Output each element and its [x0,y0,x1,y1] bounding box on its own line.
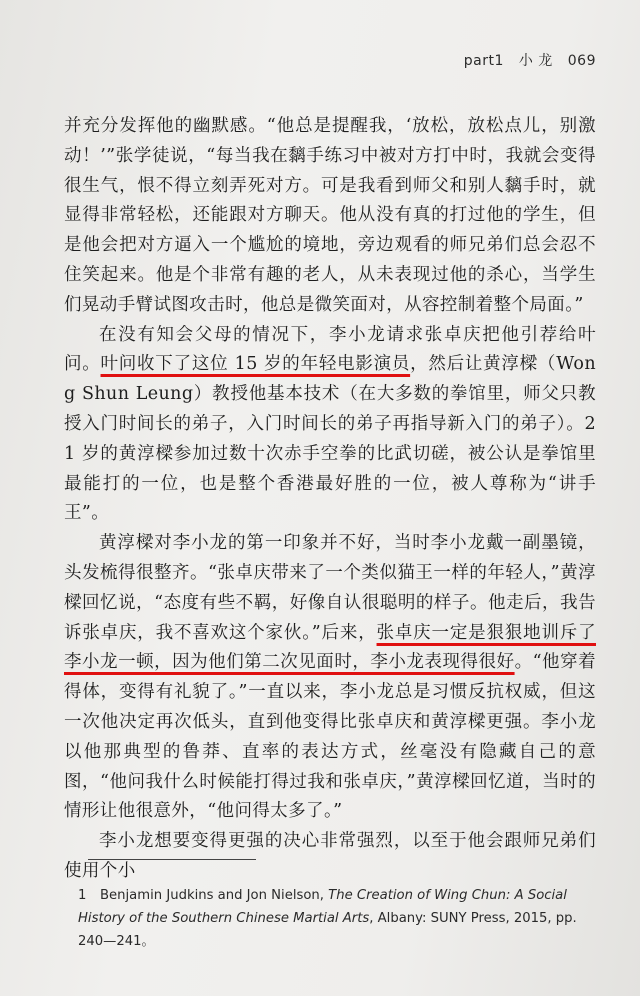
text-segment: ，然后让黄淳樑（Wong Shun Leung）教授他基本技术（在大多数的拳馆里，师父只教授入门时间长的弟子，入门时间长的弟子再指导新入门的弟子）。21 岁的黄淳樑参加过数十次赤手空拳的比武切磋，被公认是拳馆里最能打的一位，也是整个香港最好胜的一位，被人尊称为“讲手王”。 [64,354,596,524]
paragraph-2 [64,321,596,530]
footnote-authors: Benjamin Judkins and Jon Nielson, [100,888,329,903]
footnote-number: 1 [78,888,87,903]
underlined-passage: 张卓庆一定是狠狠地训斥了李小龙一顿，因为他们第二次见面时，李小龙表现得很好 [64,622,596,673]
underlined-passage: 叶问收下了这位 15 岁的年轻电影演员 [100,354,411,375]
body-text [64,112,596,887]
text-segment: 。“他穿着得体，变得有礼貌了。”一直以来，李小龙总是习惯反抗权威，但这一次他决定再次低头，直到他变得比张卓庆和黄淳樑更强。李小龙以他那典型的鲁莽、直率的表达方式，丝毫没有隐藏自己的意图，“他问我什么时候能打得过我和张卓庆，”黄淳樑回忆道，当时的情形让他很意外，“他问得太多了。” [64,652,596,822]
text-segment: 黄淳樑对李小龙的第一印象并不好，当时李小龙戴一副墨镜，头发梳得很整齐。“张卓庆带来了一个类似猫王一样的年轻人，”黄淳樑回忆说，“态度有些不羁，好像自认很聪明的样子。他走后，我告诉张卓庆，我不喜欢这个家伙。”后来， [64,533,596,643]
footnote-divider [88,859,256,860]
footnote-book-title: The Creation of Wing Chun: A Social History of the Southern Chinese Martial Arts [78,888,567,926]
part-label: part1 [463,53,504,69]
text-segment: 在没有知会父母的情况下，李小龙请求张卓庆把他引荐给叶问。 [64,324,596,375]
text-segment: 李小龙想要变得更强的决心非常强烈，以至于他会跟师兄弟们使用个小 [64,831,596,881]
page-number: 069 [567,53,596,69]
paragraph-3 [64,529,596,827]
paragraph-4 [64,827,596,887]
text-segment: 并充分发挥他的幽默感。“他总是提醒我，‘放松，放松点儿，别激动！’”张学徒说，“每当我在黐手练习中被对方打中时，我就会变得很生气，恨不得立刻弄死对方。可是我看到师父和别人黐手时，就显得非常轻松，还能跟对方聊天。他从没有真的打过他的学生，但是他会把对方逼入一个尴尬的境地，旁边观看的师兄弟们总会忍不住笑起来。他是个非常有趣的老人，从未表现过他的杀心，当学生们晃动手臂试图攻击时，他总是微笑面对，从容控制着整个局面。” [64,116,596,315]
running-header [454,50,596,70]
paragraph-1 [64,112,596,321]
chapter-title: 小 龙 [518,53,553,69]
footnote [78,884,598,953]
footnote-publication: , Albany: SUNY Press, 2015, pp. 240—241。 [78,911,577,949]
